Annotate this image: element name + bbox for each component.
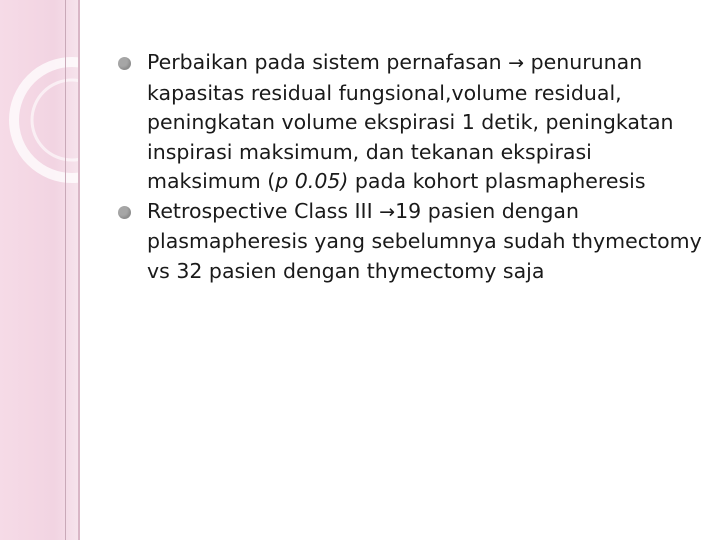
bullet-1-tail: pada kohort plasmapheresis: [348, 169, 646, 193]
arrow-icon: →: [508, 52, 525, 74]
band-edge-line: [78, 0, 80, 540]
bullet-2-intro: Retrospective Class III: [147, 198, 380, 223]
arrow-icon: →: [379, 200, 396, 223]
bullet-1-intro: Perbaikan pada sistem pernafasan: [147, 50, 509, 74]
bullet-dot-icon: [118, 206, 131, 219]
bullet-dot-icon: [118, 57, 131, 70]
decorative-side-band: [0, 0, 78, 540]
bullet-2-text: 19 pasien dengan plasmapheresis yang sebelumnya sudah thymectomy vs 32 pasien dengan thymectomy saja: [147, 198, 702, 283]
decor-circle-small: [32, 80, 78, 160]
bullet-1-text: penurunan kapasitas residual fungsional,volume residual, peningkatan volume ekspirasi 1 detik, peningkatan inspirasi maksimum, dan tekanan ekspirasi maksimum (: [147, 50, 674, 193]
decorative-circles: [0, 0, 78, 540]
slide-content: [118, 48, 703, 286]
decor-line: [65, 0, 66, 540]
bullet-item-1: [118, 48, 703, 197]
bullet-1-p-value: p 0.05): [275, 169, 349, 193]
bullet-item-2: [118, 197, 703, 287]
